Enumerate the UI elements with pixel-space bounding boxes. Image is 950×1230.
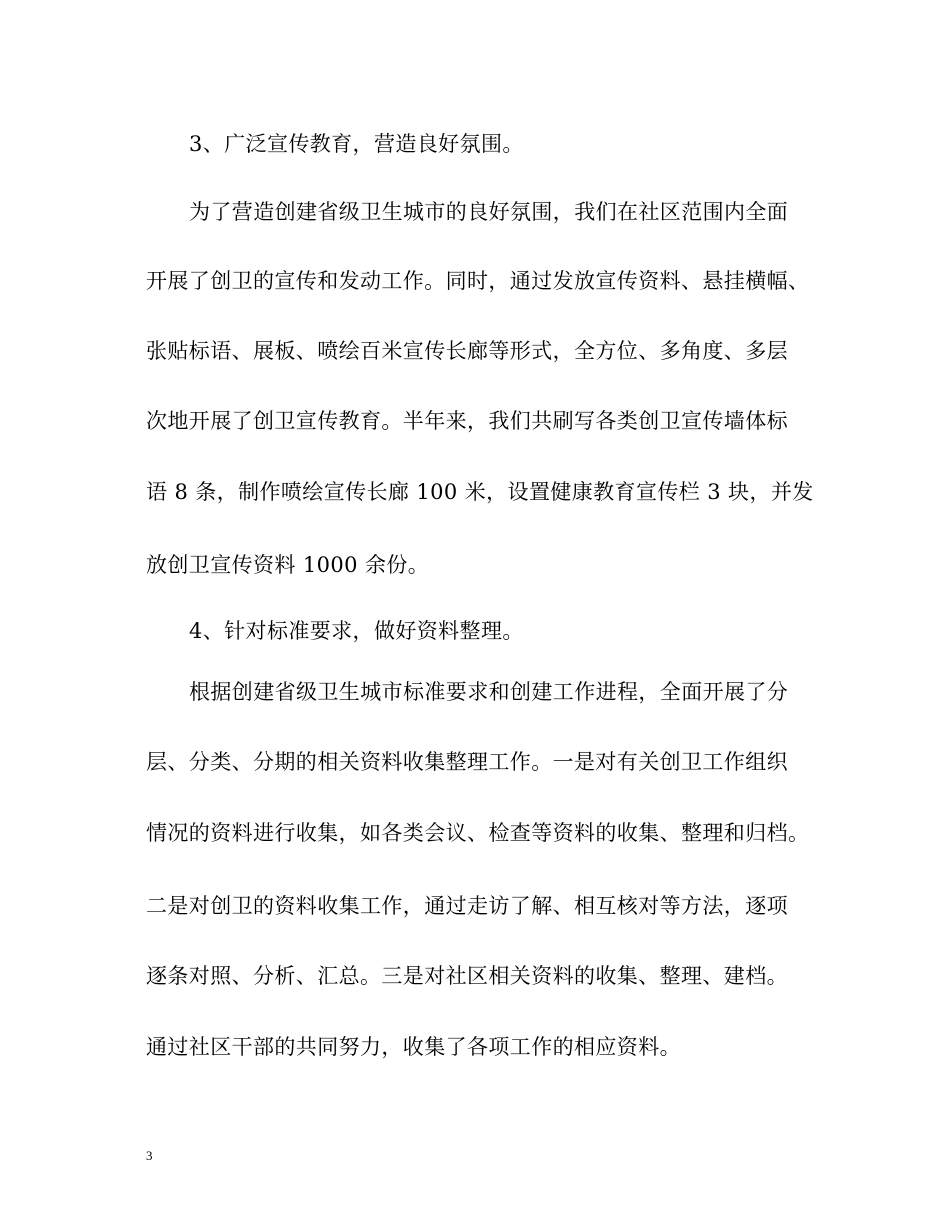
page-number: 3 — [146, 1148, 153, 1163]
paragraph-line: 语 8 条，制作喷绘宣传长廊 100 米，设置健康教育宣传栏 3 块，并发 — [146, 480, 814, 504]
paragraph-line: 张贴标语、展板、喷绘百米宣传长廊等形式，全方位、多角度、多层 — [146, 339, 788, 363]
paragraph-line: 次地开展了创卫宣传教育。半年来，我们共刷写各类创卫宣传墙体标 — [146, 409, 788, 433]
paragraph-line: 为了营造创建省级卫生城市的良好氛围，我们在社区范围内全面 — [189, 200, 789, 224]
section-heading-3: 3、广泛宣传教育，营造良好氛围。 — [189, 132, 524, 156]
section-heading-4: 4、针对标准要求，做好资料整理。 — [189, 619, 524, 643]
paragraph-line: 层、分类、分期的相关资料收集整理工作。一是对有关创卫工作组织 — [146, 750, 788, 774]
paragraph-line: 情况的资料进行收集，如各类会议、检查等资料的收集、整理和归档。 — [146, 821, 810, 845]
paragraph-line: 开展了创卫的宣传和发动工作。同时，通过发放宣传资料、悬挂横幅、 — [146, 269, 810, 293]
paragraph-line: 二是对创卫的资料收集工作，通过走访了解、相互核对等方法，逐项 — [146, 894, 788, 918]
paragraph-line: 逐条对照、分析、汇总。三是对社区相关资料的收集、整理、建档。 — [146, 964, 788, 988]
paragraph-line: 通过社区干部的共同努力，收集了各项工作的相应资料。 — [146, 1035, 681, 1059]
paragraph-line: 根据创建省级卫生城市标准要求和创建工作进程，全面开展了分 — [189, 680, 789, 704]
paragraph-line: 放创卫宣传资料 1000 余份。 — [146, 553, 430, 577]
